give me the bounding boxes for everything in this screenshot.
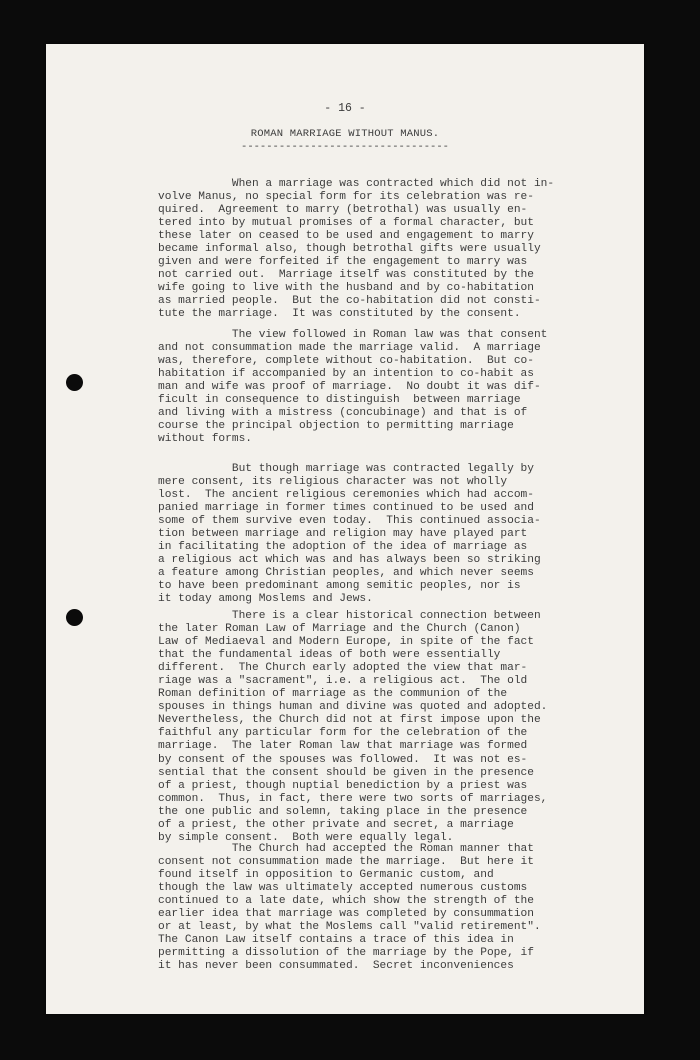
paragraph: [158, 610, 547, 845]
text-line: faithful any particular form for the celebration of the: [158, 727, 528, 740]
text-line: mere consent, its religious character was not wholly: [158, 476, 508, 489]
text-line: wife going to live with the husband and by co-habitation: [158, 282, 534, 295]
text-line: Nevertheless, the Church did not at first impose upon the: [158, 714, 541, 727]
text-line: Roman definition of marriage as the communion of the: [158, 688, 508, 701]
paragraph: [158, 843, 541, 973]
text-line: continued to a late date, which show the strength of the: [158, 895, 534, 908]
text-line: to have been predominant among semitic peoples, nor is: [158, 580, 521, 593]
text-line: these later on ceased to be used and engagement to marry: [158, 230, 534, 243]
text-line: was, therefore, complete without co-habitation. But co-: [158, 355, 534, 368]
text-line: consent not consummation made the marriage. But here it: [158, 856, 534, 869]
text-line: permitting a dissolution of the marriage by the Pope, if: [158, 947, 534, 960]
text-line: it today among Moslems and Jews.: [158, 593, 373, 606]
text-line: volve Manus, no special form for its celebration was re-: [158, 191, 534, 204]
text-line: There is a clear historical connection between: [158, 610, 541, 622]
text-line: not carried out. Marriage itself was constituted by the: [158, 269, 534, 282]
text-line: The view followed in Roman law was that consent: [158, 329, 548, 341]
text-line: panied marriage in former times continued to be used and: [158, 502, 534, 515]
text-line: earlier idea that marriage was completed by consummation: [158, 908, 534, 921]
text-line: man and wife was proof of marriage. No doubt it was dif-: [158, 381, 541, 394]
text-line: But though marriage was contracted legally by: [158, 463, 534, 475]
text-line: by consent of the spouses was followed. It was not es-: [158, 753, 528, 766]
text-line: tion between marriage and religion may have played part: [158, 528, 528, 541]
text-line: of a priest, the other private and secret, a marriage: [158, 818, 514, 831]
page-title: ROMAN MARRIAGE WITHOUT MANUS.: [250, 128, 440, 140]
text-line: the one public and solemn, taking place in the presence: [158, 805, 528, 818]
text-line: lost. The ancient religious ceremonies which had accom-: [158, 489, 534, 502]
text-line: The Canon Law itself contains a trace of this idea in: [158, 934, 514, 947]
punch-hole: [66, 609, 83, 626]
text-line: some of them survive even today. This continued associa-: [158, 515, 541, 528]
text-line: The Church had accepted the Roman manner that: [158, 843, 534, 855]
text-line: quired. Agreement to marry (betrothal) was usually en-: [158, 204, 528, 217]
text-line: it has never been consummated. Secret inconveniences: [158, 960, 514, 973]
paragraph: [158, 463, 541, 607]
text-line: found itself in opposition to Germanic custom, and: [158, 869, 494, 882]
text-line: tute the marriage. It was constituted by the consent.: [158, 308, 521, 321]
text-line: by simple consent. Both were equally legal.: [158, 831, 454, 844]
text-line: course the principal objection to permitting marriage: [158, 420, 514, 433]
text-line: ficult in consequence to distinguish between marriage: [158, 394, 521, 407]
text-line: the later Roman Law of Marriage and the Church (Canon): [158, 623, 521, 636]
page-number: - 16 -: [324, 102, 366, 115]
text-line: though the law was ultimately accepted numerous customs: [158, 882, 528, 895]
text-line: different. The Church early adopted the view that mar-: [158, 662, 528, 675]
text-line: in facilitating the adoption of the idea of marriage as: [158, 541, 528, 554]
text-line: common. Thus, in fact, there were two sorts of marriages,: [158, 792, 548, 805]
document-page: [46, 44, 644, 1014]
punch-hole: [66, 374, 83, 391]
text-line: without forms.: [158, 433, 252, 446]
text-line: spouses in things human and divine was quoted and adopted.: [158, 701, 548, 714]
text-line: Law of Mediaeval and Modern Europe, in spite of the fact: [158, 636, 534, 649]
paragraph: [158, 178, 554, 322]
text-line: marriage. The later Roman law that marriage was formed: [158, 740, 528, 753]
text-line: that the fundamental ideas of both were essentially: [158, 649, 501, 662]
text-line: tered into by mutual promises of a formal character, but: [158, 217, 534, 230]
text-line: and living with a mistress (concubinage) and that is of: [158, 407, 528, 420]
text-line: or at least, by what the Moslems call "valid retirement".: [158, 921, 541, 934]
text-line: of a priest, though nuptial benediction by a priest was: [158, 779, 528, 792]
text-line: and not consummation made the marriage valid. A marriage: [158, 342, 541, 355]
text-line: a feature among Christian peoples, and which never seems: [158, 567, 534, 580]
text-line: sential that the consent should be given in the presence: [158, 766, 534, 779]
text-line: became informal also, though betrothal gifts were usually: [158, 243, 541, 256]
text-line: as married people. But the co-habitation did not consti-: [158, 295, 541, 308]
text-line: riage was a "sacrament", i.e. a religious act. The old: [158, 675, 528, 688]
text-line: given and were forfeited if the engagement to marry was: [158, 256, 528, 269]
paragraph: [158, 329, 547, 446]
text-line: When a marriage was contracted which did not in-: [158, 178, 555, 190]
text-line: a religious act which was and has always been so striking: [158, 554, 541, 567]
title-underline: ---------------------------------: [241, 141, 449, 153]
text-line: habitation if accompanied by an intention to co-habit as: [158, 368, 534, 381]
